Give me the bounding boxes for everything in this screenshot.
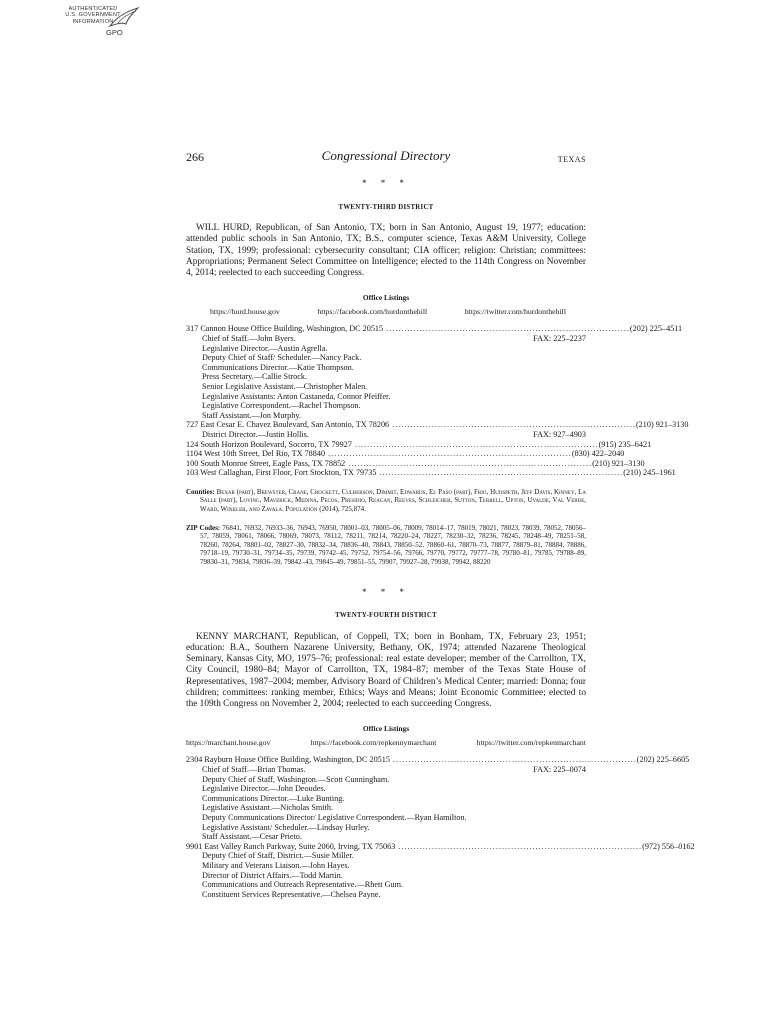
- directory-page: [186, 148, 695, 899]
- gpo-authentication-seal: [64, 6, 146, 40]
- member-bio-hurd: WILL HURD, Republican, of San Antonio, TX; born in San Antonio, August 19, 1977; education: attended public schools in San Antonio, TX; B.S., computer science, Texas A&M University, College Station, TX, 1999; professional: cybersecurity consultant; CIA officer; religion: Christian; committees: Appropriations; Permanent Select Committee on Intelligence; elected to the 114th Congress on November 4, 2014; reelected to each succeeding Congress.: [186, 223, 586, 278]
- staff-entry: Deputy Chief of Staff/ Scheduler.—Nancy Pack.: [202, 353, 362, 363]
- leader-dots: ................................................................................: [395, 841, 643, 851]
- phone-number: (915) 235–6421: [598, 439, 652, 449]
- staff-entry: Director of District Affairs.—Todd Martin.: [202, 870, 343, 880]
- office-address-row: [186, 468, 676, 478]
- office-listings-heading: Office Listings: [362, 293, 410, 303]
- staff-entry: Chief of Staff.—John Byers.: [202, 333, 296, 343]
- staff-entry: Constituent Services Representative.—Chelsea Payne.: [202, 889, 381, 899]
- staff-row: [186, 832, 586, 842]
- staff-entry: Legislative Assistant.—Nicholas Smith.: [202, 803, 333, 813]
- office-address-row: [186, 324, 683, 334]
- seal-line-2: U.S. GOVERNMENT: [65, 12, 121, 19]
- office-address: [186, 755, 637, 765]
- district-title-23: TWENTY-THIRD DISTRICT: [338, 203, 434, 211]
- state-label: TEXAS: [557, 155, 586, 164]
- office-address-row: [186, 841, 695, 852]
- phone-number: (972) 556–0162: [642, 841, 695, 851]
- staff-entry: Legislative Director.—John Deoudes.: [202, 784, 326, 794]
- office-address: [186, 459, 592, 469]
- office-address-text: 2304 Rayburn House Office Building, Washington, DC 20515: [186, 755, 390, 765]
- section-stars: * * *: [362, 178, 410, 188]
- twitter-link[interactable]: https://twitter.com/repkenmarchant: [476, 737, 586, 747]
- section-stars: * * *: [362, 586, 410, 597]
- phone-number: (210) 921–3130: [635, 420, 689, 430]
- office-address: [186, 440, 599, 450]
- website-link[interactable]: https://hurd.house.gov: [210, 306, 280, 316]
- office-address: [186, 420, 636, 430]
- twitter-link[interactable]: https://twitter.com/hurdonthehill: [464, 306, 566, 316]
- phone-number: (210) 245–1961: [623, 468, 676, 478]
- staff-row: [186, 765, 586, 775]
- office-address-text: 317 Cannon House Office Building, Washington, DC 20515: [186, 324, 384, 334]
- office-address-text: 124 South Horizon Boulevard, Socorro, TX 79927: [186, 439, 352, 449]
- website-link[interactable]: https://marchant.house.gov: [186, 737, 271, 747]
- staff-entry: Legislative Assistant/ Scheduler.—Lindsay Hurley.: [202, 822, 370, 832]
- staff-row: [186, 344, 586, 354]
- staff-row: [186, 392, 586, 402]
- phone-number: (210) 921–3130: [592, 458, 645, 468]
- office-address: [186, 468, 623, 478]
- staff-row: [186, 851, 586, 861]
- counties-label: Counties:: [186, 487, 215, 496]
- office-list: [186, 755, 695, 899]
- staff-row: [186, 411, 586, 421]
- staff-row: [186, 784, 586, 794]
- office-listings-heading: Office Listings: [362, 724, 410, 734]
- leader-dots: ................................................................................: [389, 755, 637, 765]
- phone-number: (202) 225–6605: [636, 755, 690, 765]
- phone-number: (202) 225–4511: [629, 324, 683, 334]
- zip-label: ZIP Codes:: [186, 523, 221, 532]
- staff-entry: Deputy Chief of Staff, District.—Susie Miller.: [202, 851, 354, 861]
- running-head: [186, 148, 586, 170]
- staff-entry: Senior Legislative Assistant.—Christopher Malen.: [202, 381, 368, 391]
- staff-entry: Communications Director.—Luke Bunting.: [202, 793, 345, 803]
- phone-number: (830) 422–2040: [571, 449, 625, 459]
- staff-row: [186, 794, 586, 804]
- office-address-row: [186, 420, 689, 430]
- leader-dots: ................................................................................: [351, 439, 599, 449]
- staff-entry: Deputy Communications Director/ Legislative Correspondent.—Ryan Hamilton.: [202, 813, 467, 822]
- office-list: [186, 324, 689, 478]
- gpo-label: GPO: [106, 28, 123, 37]
- phone-number: FAX: 927–4903: [533, 429, 586, 439]
- counties-paragraph: [186, 488, 586, 514]
- facebook-link[interactable]: https://facebook.com/repkennymarchant: [310, 737, 437, 747]
- leader-dots: ................................................................................: [345, 458, 593, 468]
- staff-entry: District Director.—Justin Hollis.: [202, 429, 309, 439]
- leader-dots: ................................................................................: [389, 420, 636, 430]
- staff-row: [186, 401, 586, 411]
- staff-row: [186, 382, 586, 392]
- zip-list: 76841, 76932, 76933–36, 76943, 76950, 78001–03, 78005–06, 78009, 78014–17, 78019, 78021, 78023, 78039, 78052, 78056–57, 78059, 78061, 78066, 78069, 78073, 78112, 78211, 78214, 78220–24, 78227, 78230–32, 78236, 78245, 78248–49, 78251–58, 78260, 78264, 78801–02, 78827–30, 78832–34, 78836–40, 78843, 78850–52, 78860–61, 78870–73, 78877, 78879–81, 78884, 78886, 79718–19, 79730–31, 79734–35, 79739, 79742–45, 79752, 79754–56, 79766, 79770, 79772, 79777–78, 79780–81, 79785, 79788–89, 79830–31, 79834, 79836–39, 79842–43, 79845–49, 79851–55, 79907, 79927–28, 79938, 79942, 88220: [200, 523, 587, 567]
- staff-row: [186, 803, 586, 813]
- office-address: [186, 842, 642, 852]
- office-address-text: 103 West Callaghan, First Floor, Fort Stockton, TX 79735: [186, 468, 377, 478]
- office-address-text: 727 East Cesar E. Chavez Boulevard, San Antonio, TX 78206: [186, 420, 390, 430]
- staff-entry: Press Secretary.—Callie Strock.: [202, 372, 307, 382]
- office-address-text: 9901 East Valley Ranch Parkway, Suite 2060, Irving, TX 75063: [186, 841, 396, 851]
- staff-row: [186, 880, 586, 890]
- office-address: [186, 324, 630, 334]
- staff-entry: Deputy Chief of Staff, Washington.—Scott Cunningham.: [202, 774, 390, 784]
- staff-row: [186, 823, 586, 833]
- facebook-link[interactable]: https://facebook.com/hurdonthehill: [317, 306, 428, 316]
- seal-line-3: INFORMATION: [72, 18, 114, 25]
- leader-dots: ................................................................................: [325, 449, 572, 459]
- staff-entry: Military and Veterans Liaison.—John Hayes.: [202, 860, 350, 870]
- staff-row: [186, 890, 586, 900]
- staff-entry: Legislative Assistants: Anton Castaneda, Connor Pfeiffer.: [202, 391, 391, 401]
- staff-row: [186, 775, 586, 785]
- phone-number: FAX: 225–2237: [533, 333, 586, 343]
- office-address: [186, 449, 572, 459]
- staff-entry: Communications Director.—Katie Thompson.: [202, 362, 354, 372]
- staff-row: [186, 363, 586, 373]
- member-bio-marchant: KENNY MARCHANT, Republican, of Coppell, TX; born in Bonham, TX, February 23, 1951; education: B.A., Southern Nazarene University, Bethany, OK, 1974; attended Nazarene Theological Seminary, Kansas City, MO, 1975–76; professional: real estate developer; member of the Carrollton, TX, City Council, 1980–84; Mayor of Carrollton, TX, 1984–87; member of the Texas State House of Representatives, 1987–2004; member, Advisory Board of Children’s Medical Center; married: Donna; four children; committees: ranking member, Ethics; Ways and Means; Joint Economic Committee; elected to the 109th Congress on November 2, 2004; reelected to each succeeding Congress.: [186, 631, 586, 710]
- counties-list: Bexar (part), Brewster, Crane, Crockett, Culberson, Dimmit, Edwards, El Paso (part), Frio, Hudspeth, Jeff Davis, Kinney, La Salle (part), Loving, Maverick, Medina, Pecos, Presidio, Reagan, Reeves, Schleicher, Sutton, Terrell, Upton, Uvalde, Val Verde, Ward, Winkler, and Zavala. Population (2014), 725,874.: [200, 487, 587, 514]
- seal-line-1: AUTHENTICATED: [68, 6, 118, 12]
- staff-entry: Staff Assistant.—Cesar Prieto.: [202, 832, 302, 842]
- staff-entry: Staff Assistant.—Jon Murphy.: [202, 410, 301, 420]
- staff-row: [186, 861, 586, 871]
- member-links: [186, 738, 586, 749]
- office-address-text: 100 South Monroe Street, Eagle Pass, TX 78852: [186, 458, 346, 468]
- office-address-row: [186, 449, 625, 459]
- member-links: [186, 307, 586, 318]
- phone-number: FAX: 225–0074: [533, 765, 586, 775]
- leader-dots: ................................................................................: [383, 324, 630, 334]
- office-address-row: [186, 755, 690, 765]
- staff-row: [186, 871, 586, 881]
- staff-row: [186, 430, 586, 440]
- office-address-row: [186, 458, 645, 469]
- staff-entry: Legislative Correspondent.—Rachel Thompson.: [202, 401, 361, 411]
- page-title: Congressional Directory: [321, 148, 451, 163]
- district-title-24: TWENTY-FOURTH DISTRICT: [335, 612, 437, 620]
- staff-entry: Chief of Staff.—Brian Thomas.: [202, 765, 306, 775]
- staff-row: [186, 372, 586, 382]
- leader-dots: ................................................................................: [376, 468, 624, 478]
- staff-row: [186, 813, 586, 823]
- office-address-row: [186, 439, 652, 450]
- staff-row: [186, 334, 586, 344]
- zip-codes-paragraph: [186, 524, 586, 567]
- office-address-text: 1104 West 10th Street, Del Rio, TX 78840: [186, 449, 326, 459]
- page-number: 266: [186, 150, 204, 164]
- staff-row: [186, 353, 586, 363]
- staff-entry: Communications and Outreach Representative.—Rhett Gum.: [202, 880, 404, 890]
- staff-entry: Legislative Director.—Austin Agrella.: [202, 343, 328, 353]
